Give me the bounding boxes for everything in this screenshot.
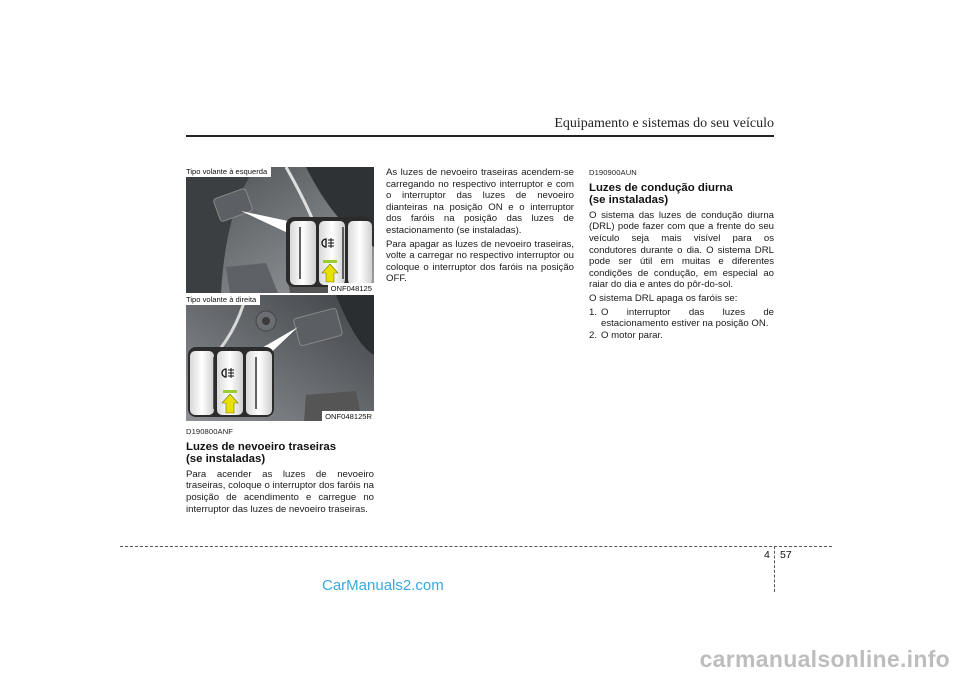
section-heading-line2: (se instaladas): [186, 453, 266, 466]
indicator-light: [323, 260, 337, 263]
header-title: Equipamento e sistemas do seu veículo: [554, 116, 774, 131]
footer-rule: [120, 546, 832, 547]
list-text: O interruptor das luzes de estacionamento estiver na posição ON.: [601, 306, 774, 330]
footer-divider: [774, 546, 775, 592]
dashboard-illustration: [186, 295, 374, 421]
watermark-carmanuals2[interactable]: CarManuals2.com: [322, 577, 444, 594]
section-code: D190900AUN: [589, 168, 637, 177]
photo-left-hand-drive: [186, 167, 374, 293]
watermark-carmanualsonline[interactable]: carmanualsonline.info: [699, 646, 950, 672]
middle-column: [386, 167, 574, 287]
section-heading-line2: (se instaladas): [589, 194, 669, 207]
section-heading-line1: Luzes de nevoeiro traseiras: [186, 440, 337, 453]
dashboard-illustration: [186, 167, 374, 293]
header-rule: [186, 135, 774, 137]
section-number: 4: [764, 549, 770, 561]
section-code: D190800ANF: [186, 427, 234, 436]
paragraph: O sistema DRL apaga os faróis se:: [589, 292, 738, 304]
list-item: [589, 330, 774, 342]
section-heading: [186, 441, 374, 466]
photo-code-lhd: ONF048125: [328, 283, 374, 293]
photo-label-lhd: Tipo volante à esquerda: [186, 167, 271, 177]
section-heading-line1: Luzes de condução diurna: [589, 181, 733, 194]
page-number: 57: [780, 549, 792, 561]
section-heading: [589, 182, 774, 207]
paragraph: Para apagar as luzes de nevoeiro traseiras, volte a carregar no respectivo interruptor ou coloque o interruptor dos faróis na posição OFF.: [386, 238, 574, 285]
paragraph: Para acender as luzes de nevoeiro traseiras, coloque o interruptor dos faróis na posição de acendimento e carregue no interruptor das luzes de nevoeiro traseiras.: [186, 468, 374, 515]
list-item: [589, 307, 774, 330]
list-text: O motor parar.: [601, 329, 663, 341]
photo-label-rhd: Tipo volante à direita: [186, 295, 260, 305]
left-column: [186, 167, 374, 517]
paragraph: As luzes de nevoeiro traseiras acendem-se carregando no respectivo interruptor e com o interruptor das luzes de nevoeiro dianteiras na posição ON e o interruptor dos faróis na posição das luzes de estacionamento (se instaladas).: [386, 167, 574, 236]
indicator-light: [223, 390, 237, 393]
list-number: 1.: [589, 306, 598, 318]
photo-code-rhd: ONF048125R: [322, 411, 374, 421]
photo-right-hand-drive: [186, 295, 374, 421]
list-number: 2.: [589, 329, 598, 341]
right-column: [589, 167, 774, 341]
paragraph: O sistema das luzes de condução diurna (DRL) pode fazer com que a frente do seu veículo seja mais visível para os condutores durante o dia. O sistema DRL pode ser útil em muitas e diferentes condições de condução, em especial ao raiar do dia e antes do pôr-do-sol.: [589, 209, 774, 291]
